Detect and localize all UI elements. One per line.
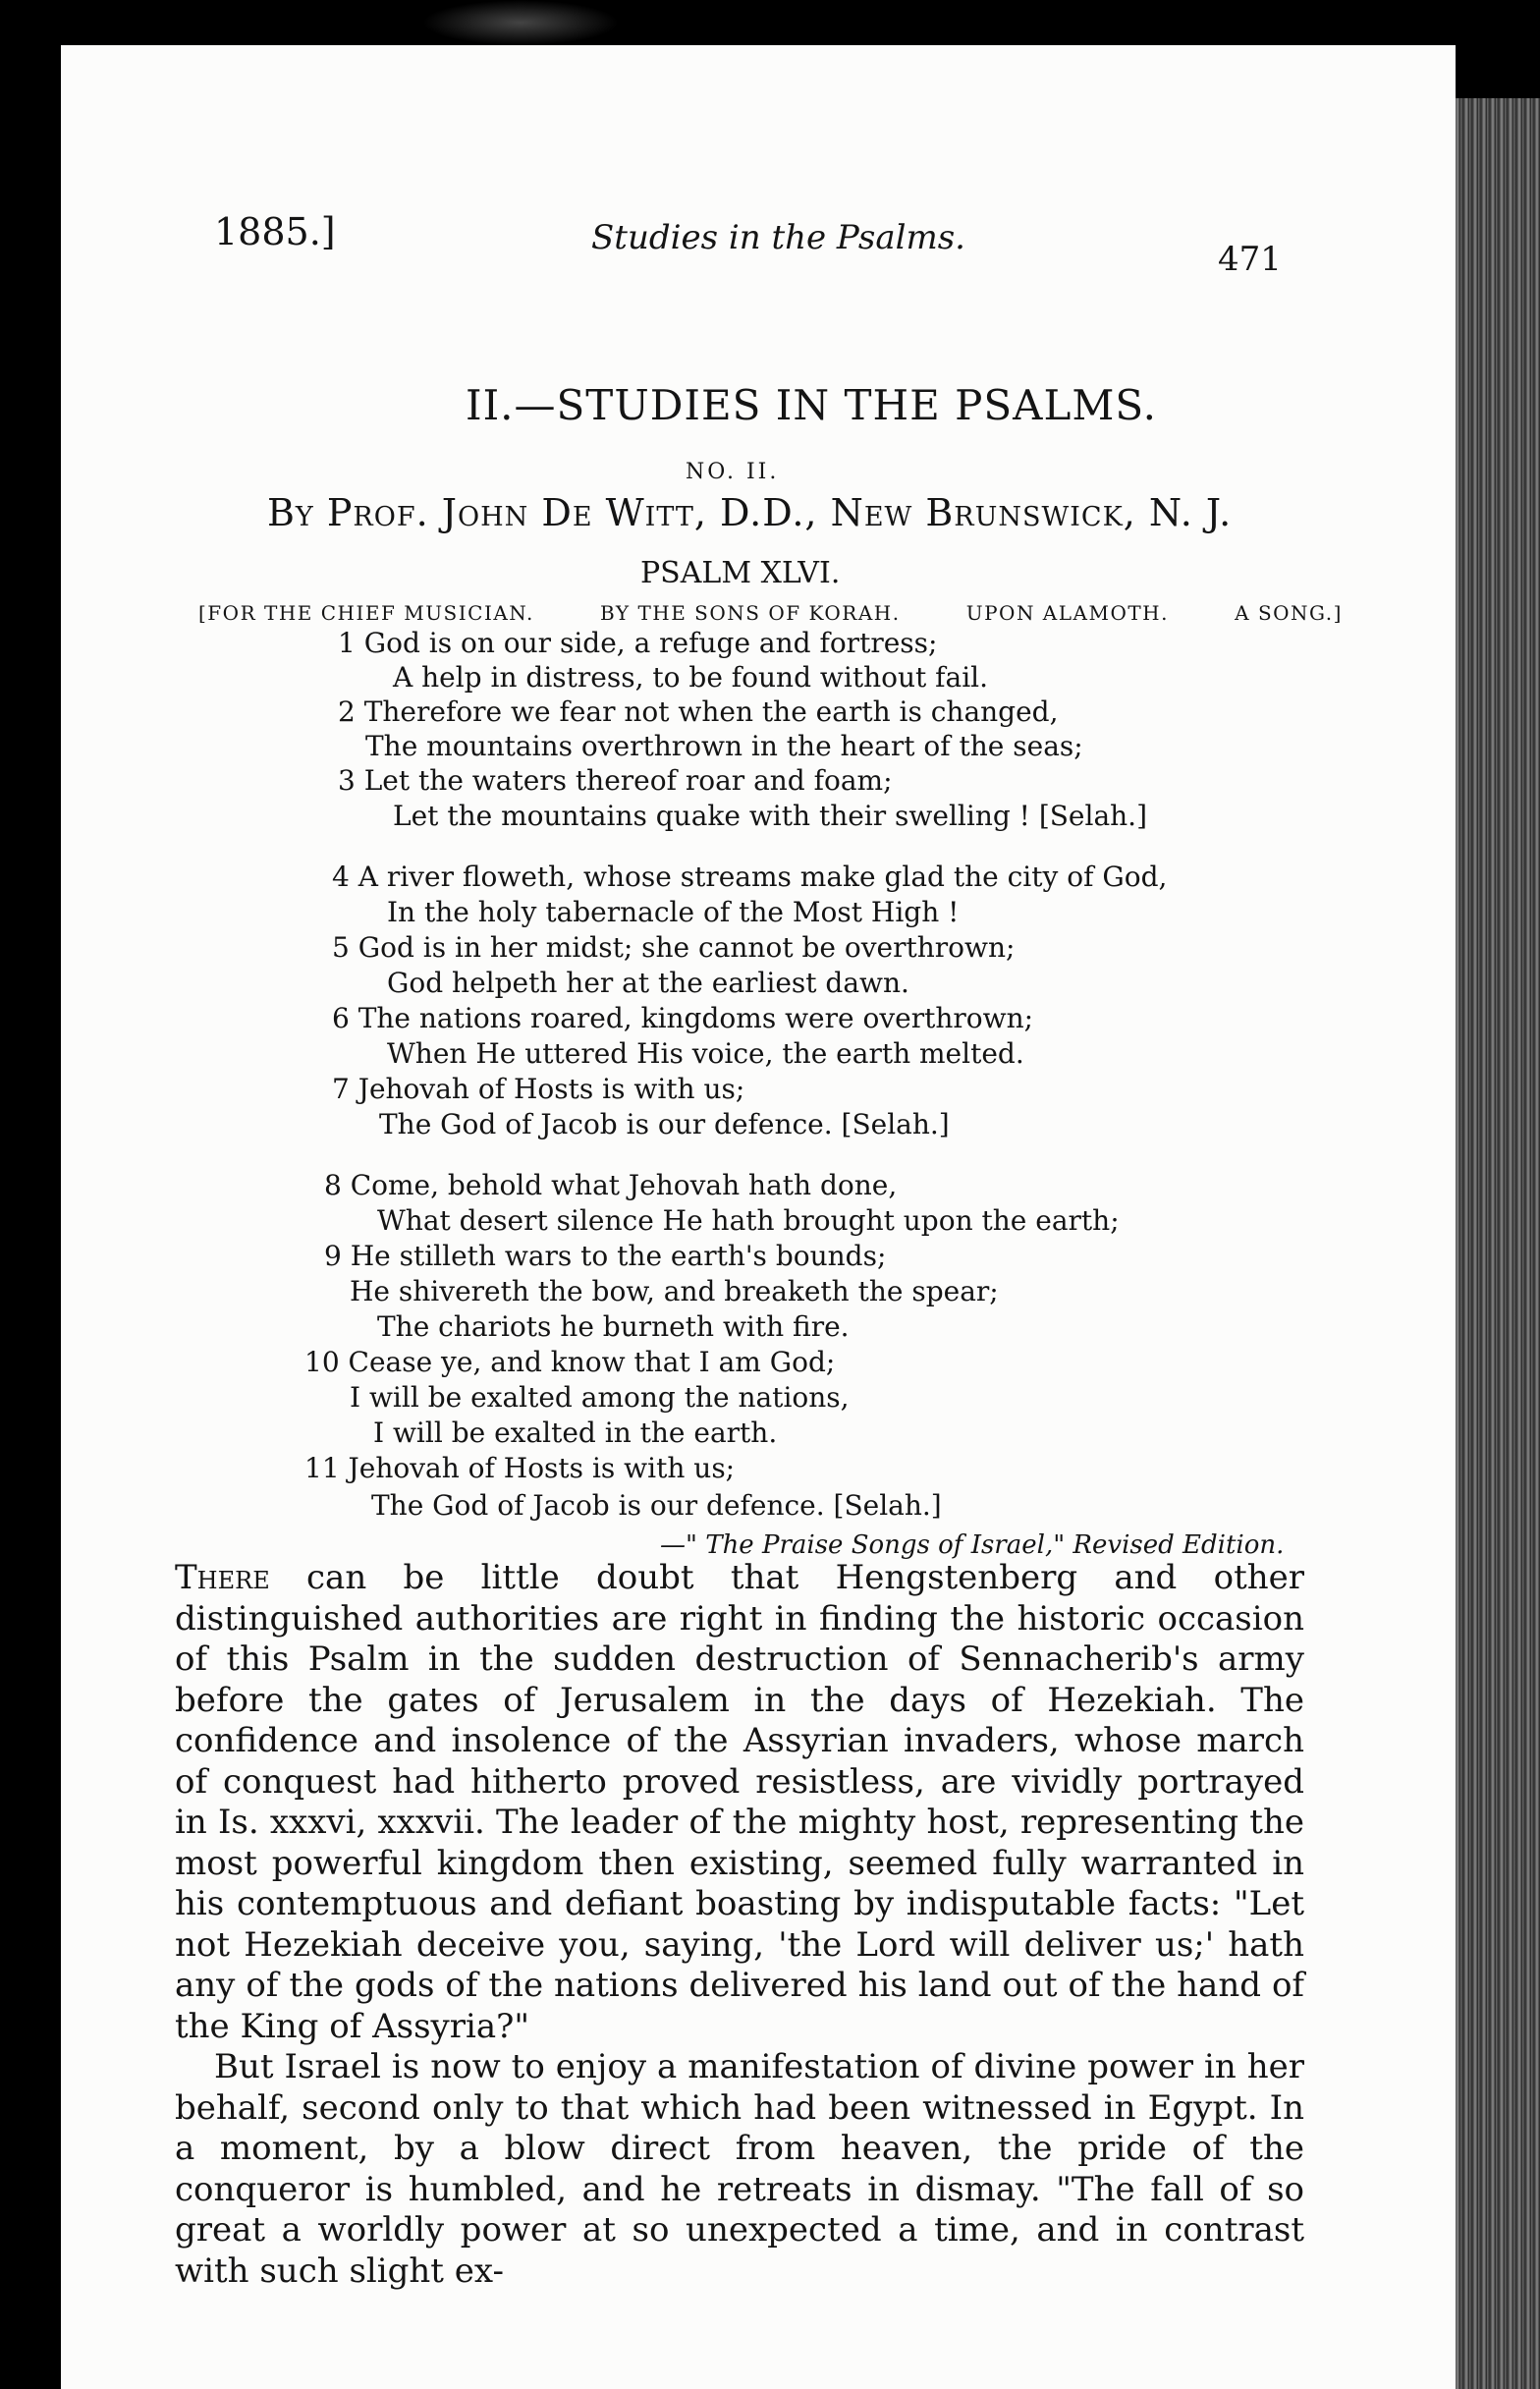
verse-line: 10 Cease ye, and know that I am God; [304,1346,836,1378]
body-paragraph [175,1558,1304,2047]
psalm-superscription [198,601,1343,625]
verse-line: What desert silence He hath brought upon the earth; [377,1204,1120,1237]
paragraph-text: can be little doubt that Hengstenberg and other distinguished authorities are right in finding the historic occasion of this Psalm in the sudden destruction of Sennacherib's army before the gates of Jerusalem in the days of Hezekiah. The confidence and insolence of the Assyrian invaders, whose march of conquest had hitherto proved resistless, are vividly portrayed in Is. xxxvi, xxxvii. The leader of the mighty host, representing the most powerful kingdom then existing, seemed fully warranted in his contemptuous and defiant boasting by indisputable facts: "Let not Hezekiah deceive you, saying, 'the Lord will deliver us;' hath any of the gods of the nations delivered his land out of the hand of the King of Assyria?" [175,1558,1304,2046]
verse-line: The God of Jacob is our defence. [Selah.] [371,1489,942,1522]
verse-line: The God of Jacob is our defence. [Selah.] [379,1108,950,1140]
running-title: Studies in the Psalms. [591,218,965,257]
page-number: 471 [1218,240,1282,279]
verse-line: In the holy tabernacle of the Most High ! [387,896,960,928]
lead-word: There [175,1558,270,1597]
byline: By Prof. John De Witt, D.D., New Brunswick, N. J. [267,491,1233,534]
scan-artifact [422,0,619,45]
superscription-part: BY THE SONS OF KORAH. [600,601,901,625]
verse-line: God helpeth her at the earliest dawn. [387,967,909,999]
verse-line: 11 Jehovah of Hosts is with us; [304,1452,736,1484]
superscription-part: UPON ALAMOTH. [965,601,1169,625]
superscription-part: [FOR THE CHIEF MUSICIAN. [198,601,534,625]
verse-line: 5 God is in her midst; she cannot be overthrown; [332,931,1016,964]
verse-line: 8 Come, behold what Jehovah hath done, [324,1169,898,1201]
verse-line: The mountains overthrown in the heart of the seas; [365,730,1083,762]
verse-line: 9 He stilleth wars to the earth's bounds; [324,1240,887,1272]
body-paragraph: But Israel is now to enjoy a manifestation of divine power in her behalf, second only to that which had been witnessed in Egypt. In a moment, by a blow direct from heaven, the pride of the conqueror is humbled, and he retreats in dismay. "The fall of so great a worldly power at so unexpected a time, and in contrast with such slight ex- [175,2047,1304,2291]
article-number: NO. II. [686,460,780,484]
header-year: 1885.] [214,210,336,253]
psalm-number: PSALM XLVI. [640,556,841,590]
superscription-part: A SONG.] [1235,601,1343,625]
verse-line: I will be exalted among the nations, [350,1381,850,1414]
verse-line: I will be exalted in the earth. [373,1417,778,1449]
verse-line: 1 God is on our side, a refuge and fortress; [338,627,938,659]
verse-line: 4 A river floweth, whose streams make glad the city of God, [332,861,1168,893]
book-page [61,45,1456,2389]
verse-line: 2 Therefore we fear not when the earth is changed, [338,695,1059,728]
verse-attribution: —" The Praise Songs of Israel," Revised Edition. [660,1530,1285,1560]
verse-line: 3 Let the waters thereof roar and foam; [338,764,893,797]
article-title: II.—STUDIES IN THE PSALMS. [466,381,1157,429]
verse-line: He shivereth the bow, and breaketh the spear; [350,1275,999,1307]
verse-line: A help in distress, to be found without fail. [393,661,989,694]
verse-line: The chariots he burneth with fire. [377,1310,850,1343]
verse-line: 6 The nations roared, kingdoms were overthrown; [332,1002,1034,1034]
verse-line: Let the mountains quake with their swelling ! [Selah.] [393,800,1148,832]
article-body [175,1558,1304,2292]
verse-line: 7 Jehovah of Hosts is with us; [332,1073,745,1105]
verse-line: When He uttered His voice, the earth melted. [387,1037,1024,1070]
